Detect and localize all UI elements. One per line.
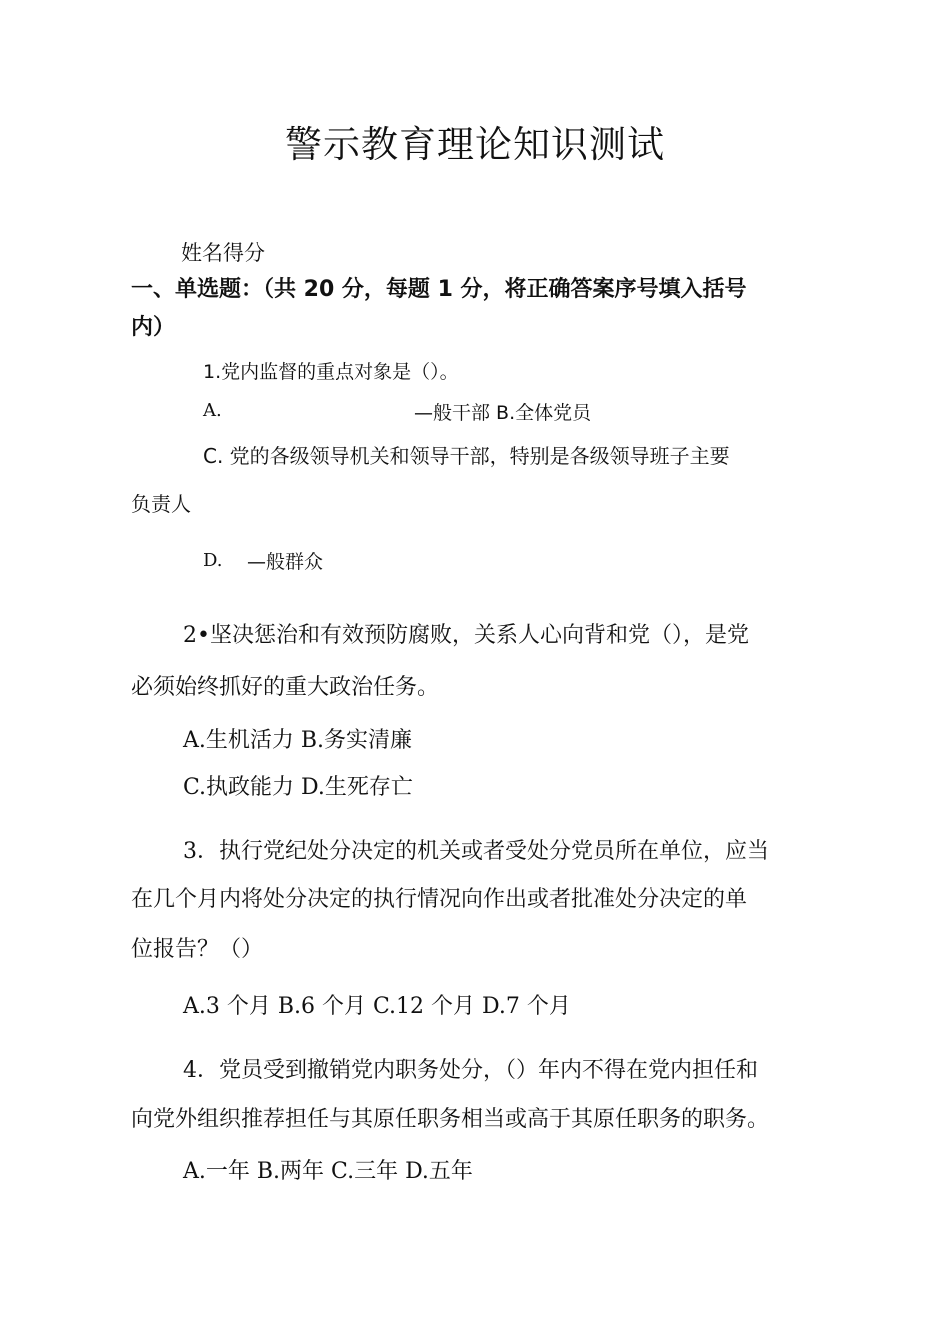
name-score-line: 姓名得分: [181, 241, 265, 265]
q3-stem-line3: 位报告？（）: [131, 937, 264, 962]
q4-options: A.一年 B.两年 C.三年 D.五年: [183, 1159, 473, 1184]
q4-stem-line2: 向党外组织推荐担任与其原任职务相当或高于其原任职务的职务。: [131, 1107, 770, 1132]
q2-options-ab: A.生机活力 B.务实清廉: [183, 728, 413, 753]
q1-stem: 1.党内监督的重点对象是（）。: [203, 361, 459, 383]
q1-option-c-line1: C. 党的各级领导机关和领导干部，特别是各级领导班子主要: [203, 444, 730, 468]
q1-option-a-b: —般干部 B.全体党员: [414, 402, 592, 424]
q4-stem-line1: 4．党员受到撤销党内职务处分，（）年内不得在党内担任和: [183, 1058, 758, 1083]
q1-option-c-line2: 负责人: [131, 492, 191, 516]
page-title: 警示教育理论知识测试: [285, 123, 665, 166]
q2-stem-line1: 2•坚决惩治和有效预防腐败，关系人心向背和党（），是党: [183, 623, 749, 648]
q1-option-a-label: A.: [203, 400, 222, 421]
q1-option-d-text: —般群众: [247, 551, 324, 573]
q3-options: A.3 个月 B.6 个月 C.12 个月 D.7 个月: [183, 994, 571, 1019]
q2-options-cd: C.执政能力 D.生死存亡: [183, 775, 413, 800]
q3-stem-line2: 在几个月内将处分决定的执行情况向作出或者批准处分决定的单: [131, 887, 748, 912]
section-heading-line2: 内）: [131, 315, 176, 340]
q3-stem-line1: 3．执行党纪处分决定的机关或者受处分党员所在单位，应当: [183, 839, 769, 864]
q2-stem-line2: 必须始终抓好的重大政治任务。: [131, 675, 440, 700]
section-heading-line1: 一、单选题：（共 20 分，每题 1 分，将正确答案序号填入括号: [131, 277, 747, 302]
q1-option-d-label: D.: [203, 550, 223, 571]
